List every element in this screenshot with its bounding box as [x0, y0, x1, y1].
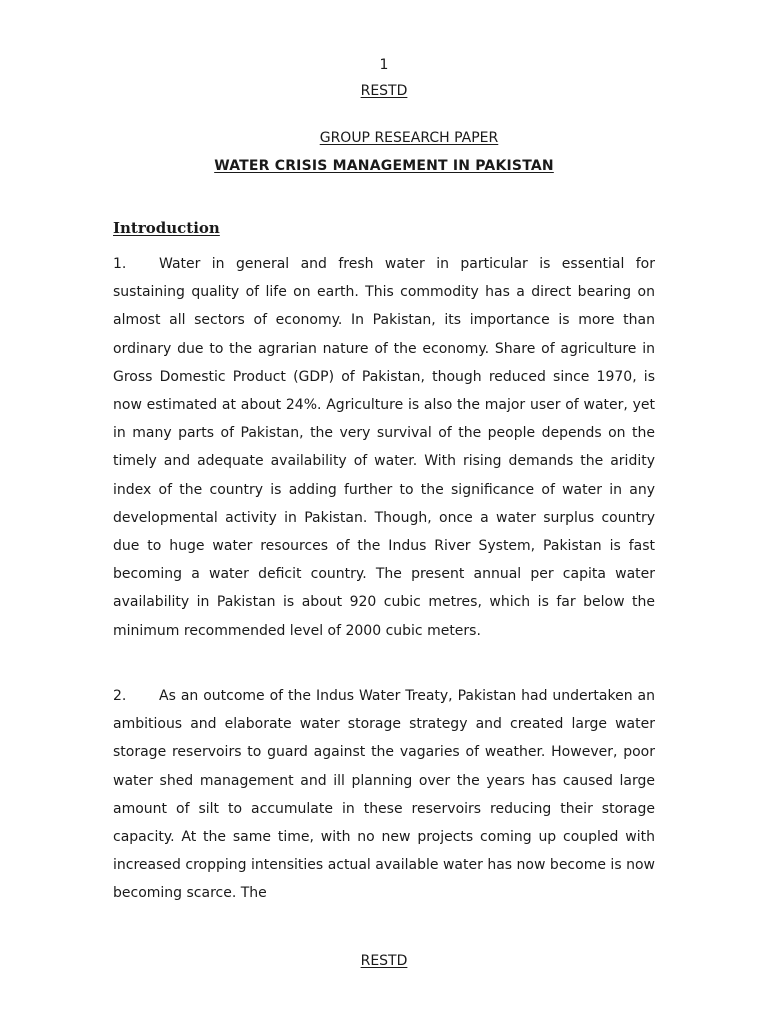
paragraph-number: 1.	[113, 256, 127, 272]
paper-kind	[0, 129, 768, 147]
header-tag	[0, 82, 768, 100]
footer-tag-text: RESTD	[360, 953, 408, 969]
paragraph-number: 2.	[113, 688, 127, 704]
paper-kind-text: GROUP RESEARCH PAPER	[319, 130, 499, 146]
footer-tag	[0, 952, 768, 970]
paper-title	[0, 157, 768, 175]
paper-title-text: WATER CRISIS MANAGEMENT IN PAKISTAN	[214, 158, 554, 174]
paragraph-2	[113, 682, 655, 908]
page-number: 1	[379, 57, 389, 73]
section-heading-text: Introduction	[113, 219, 220, 237]
section-heading	[113, 218, 220, 238]
paragraph-text: Water in general and fresh water in particular is essential for sustaining quality of life on earth. This commodity has a direct bearing on almost all sectors of economy. In Pakistan, its importance is more than ordinary due to the agrarian nature of the economy. Share of agriculture in Gross Domestic Product (GDP) of Pakistan, though reduced since 1970, is now estimated at about 24%. Agriculture is also the major user of water, yet in many parts of Pakistan, the very survival of the people depends on the timely and adequate availability of water. With rising demands the aridity index of the country is adding further to the significance of water in any developmental activity in Pakistan. Though, once a water surplus country due to huge water resources of the Indus River System, Pakistan is fast becoming a water deficit country. The present annual per capita water availability in Pakistan is about 920 cubic metres, which is far below the minimum recommended level of 2000 cubic meters.	[113, 256, 655, 639]
paragraph-text: As an outcome of the Indus Water Treaty, Pakistan had undertaken an ambitious and elaborate water storage strategy and created large water storage reservoirs to guard against the vagaries of weather. However, poor water shed management and ill planning over the years has caused large amount of silt to accumulate in these reservoirs reducing their storage capacity. At the same time, with no new projects coming up coupled with increased cropping intensities actual available water has now become is now becoming scarce. The	[113, 688, 655, 902]
header-tag-text: RESTD	[360, 83, 408, 99]
paragraph-1	[113, 250, 655, 645]
